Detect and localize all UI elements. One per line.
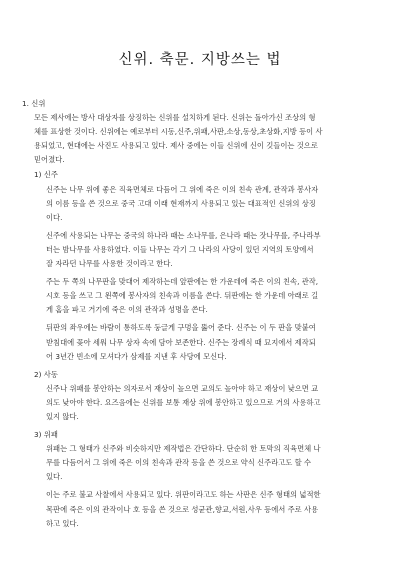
paragraph	[22, 382, 374, 424]
text-line: 모든 제사에는 방사 대상자를 상징하는 신위를 설치하게 된다. 신위는 돌아가신 조상의 형	[34, 113, 316, 123]
text-line: 게 홈을 파고 거기에 죽은 이의 관작과 성명을 쓴다.	[46, 305, 208, 315]
paragraph	[22, 229, 374, 271]
text-line: 의 이름 등을 쓴 것으로 중국 고대 이래 현재까지 사용되고 있는 대표적인 신위의 상징	[46, 198, 316, 208]
subsection-heading-wipae: 3) 위패	[34, 430, 58, 440]
text-line: 신주에 사용되는 나무는 중국의 하나라 때는 소나무를, 은나라 때는 잣나무를, 주나라부	[46, 230, 321, 240]
text-line: 뒤판의 좌우에는 바람이 통하도록 둥글게 구멍을 뚫어 준다. 신주는 이 두 판을 맞붙여	[46, 323, 316, 333]
paragraph	[22, 321, 374, 363]
text-line: 믿어졌다.	[34, 155, 65, 165]
paragraph	[22, 488, 374, 530]
text-line: 위패는 그 형태가 신주와 비슷하지만 제작법은 간단하다. 단순히 한 토막의 직육면체 나	[46, 444, 321, 454]
text-line: 의도 낮아야 한다. 요즈음에는 신위를 보통 재상 위에 봉안하고 있으므로 거의 사용하고	[46, 397, 321, 407]
text-line: 있다.	[46, 472, 63, 482]
document-body	[22, 97, 374, 535]
text-line: 하고 있다.	[46, 518, 79, 528]
text-line: 어 3년간 빈소에 모셔다가 삼제를 지낸 후 사당에 모신다.	[46, 351, 227, 361]
text-line: 터는 밤나무를 사용하였다. 이들 나무는 각기 그 나라의 사당이 있던 지역의 토양에서	[46, 244, 314, 254]
text-line: 체를 표상한 것이다. 신위에는 예로부터 시동,신주,위패,사판,소상,동상,초상화,지방 등이 사	[34, 127, 323, 137]
document-title: 신위. 축문. 지방쓰는 법	[118, 52, 282, 68]
paragraph	[22, 275, 374, 317]
text-line: 잘 자라던 나무를 사용한 것이라고 한다.	[46, 259, 173, 269]
text-line: 시호 등을 쓰고 그 왼쪽에 봉사자의 친속과 이름을 쓴다. 뒤판에는 한 가운데 아래로 길	[46, 291, 319, 301]
text-line: 용되었고, 현대에는 사진도 사용되고 있다. 제사 중에는 이들 신위에 신이 깃들이는 것으로	[34, 141, 318, 151]
text-line: 신주는 나무 위에 좋은 직육면체로 다듬어 그 위에 죽은 이의 친속 관계, 관작과 봉사자	[46, 184, 319, 194]
text-line: 이는 주로 불교 사찰에서 사용되고 있다. 위판이라고도 하는 사판은 신주 형태의 넓적한	[46, 490, 321, 500]
text-line: 있지 않다.	[46, 411, 79, 421]
subsection-heading-sinju: 1) 신주	[34, 170, 58, 180]
paragraph	[22, 183, 374, 225]
text-line: 목판에 죽은 이의 관작이나 호 등을 쓴 것으로 성균관,향교,서원,사우 등에서 주로 사용	[46, 504, 319, 514]
subsection-heading-sadong: 2) 사동	[34, 369, 58, 379]
section-heading: 1. 신위	[22, 99, 46, 108]
text-line: 신주나 위패를 봉안하는 의자로서 재상이 높으면 교의도 높아야 하고 재상이 낮으면 교	[46, 383, 319, 393]
text-line: 주는 두 쪽의 나무판을 맞대어 제작하는데 앞판에는 한 가운데에 죽은 이의 친속, 관작,	[46, 277, 319, 287]
text-line: 무를 다듬어서 그 위에 죽은 이의 친속과 관작 등을 쓴 것으로 약식 신주라고도 할 수	[46, 458, 312, 468]
paragraph	[22, 442, 374, 484]
text-line: 이다.	[46, 212, 63, 222]
section-intro	[22, 111, 374, 167]
text-line: 받침대에 꽂아 세워 나무 상자 속에 담아 보존한다. 신주는 장례식 때 묘지에서 제작되	[46, 337, 316, 347]
